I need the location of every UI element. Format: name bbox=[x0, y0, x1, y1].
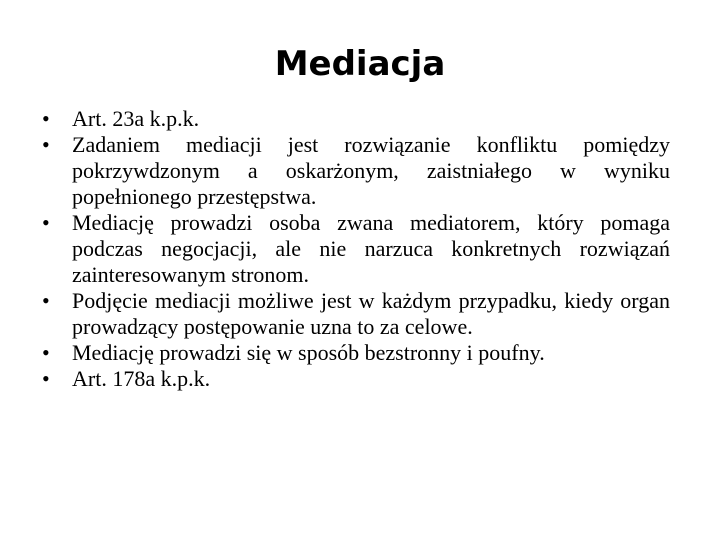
bullet-item bbox=[42, 288, 670, 340]
bullet-item bbox=[42, 132, 670, 210]
bullet-marker: • bbox=[42, 106, 50, 131]
bullet-item bbox=[42, 210, 670, 288]
bullet-text: Mediację prowadzi się w sposób bezstronny i poufny. bbox=[72, 340, 545, 365]
bullet-marker: • bbox=[42, 132, 50, 157]
bullet-item bbox=[42, 340, 670, 366]
bullet-text: Podjęcie mediacji możliwe jest w każdym przypadku, kiedy organ prowadzący postępowanie uzna to za celowe. bbox=[72, 288, 670, 339]
bullet-marker: • bbox=[42, 210, 50, 235]
bullet-text: Zadaniem mediacji jest rozwiązanie konfliktu pomiędzy pokrzywdzonym a oskarżonym, zaistniałego w wyniku popełnionego przestępstwa. bbox=[72, 132, 670, 209]
bullet-marker: • bbox=[42, 288, 50, 313]
bullet-item bbox=[42, 366, 670, 392]
bullet-marker: • bbox=[42, 366, 50, 391]
slide-title: Mediacja bbox=[274, 44, 446, 84]
bullet-text: Art. 23a k.p.k. bbox=[72, 106, 200, 131]
bullet-text: Art. 178a k.p.k. bbox=[72, 366, 211, 391]
bullet-item bbox=[42, 106, 670, 132]
bullet-marker: • bbox=[42, 340, 50, 365]
bullet-list bbox=[42, 106, 670, 392]
bullet-text: Mediację prowadzi osoba zwana mediatorem, który pomaga podczas negocjacji, ale nie narzuca konkretnych rozwiązań zainteresowanym stronom. bbox=[72, 210, 670, 287]
